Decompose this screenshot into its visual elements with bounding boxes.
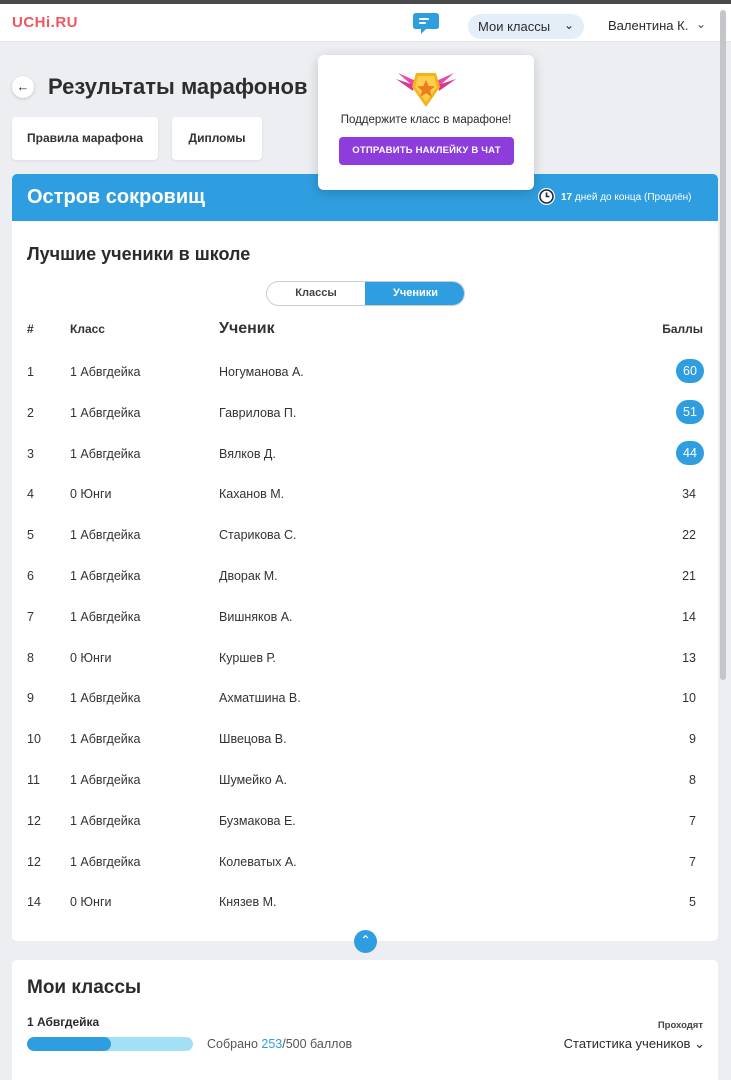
toggle-classes[interactable]: Классы [295, 287, 337, 299]
row-student: Старикова С. [219, 528, 297, 543]
row-score: 5 [689, 895, 696, 910]
row-number: 2 [27, 405, 34, 420]
column-header-student: Ученик [219, 320, 275, 337]
send-sticker-button[interactable]: ОТПРАВИТЬ НАКЛЕЙКУ В ЧАТ [339, 137, 514, 165]
table-row [12, 393, 718, 434]
row-class: 1 Абвгдейка [70, 813, 141, 828]
row-score: 22 [682, 528, 696, 543]
row-number: 9 [27, 691, 34, 706]
row-student: Ногуманова А. [219, 365, 304, 379]
table-row [12, 719, 718, 760]
row-class: 1 Абвгдейка [70, 365, 141, 379]
row-student: Бузмакова Е. [219, 813, 296, 828]
support-popup [318, 55, 534, 190]
row-class: 1 Абвгдейка [70, 772, 141, 787]
row-class: 1 Абвгдейка [70, 568, 141, 583]
row-class: 0 Юнги [70, 650, 112, 665]
row-number: 8 [27, 650, 34, 665]
row-score: 8 [689, 772, 696, 787]
popup-text: Поддержите класс в марафоне! [340, 114, 512, 126]
row-student: Шумейко А. [219, 772, 287, 787]
collected-value: 253 [261, 1037, 283, 1051]
diplomas-button[interactable]: Дипломы [172, 117, 262, 160]
row-number: 11 [27, 772, 40, 787]
marathon-card [12, 174, 718, 941]
row-score: 7 [689, 854, 696, 869]
back-button[interactable] [12, 76, 34, 98]
row-number: 12 [27, 854, 41, 869]
passing-label: Проходят [657, 1020, 703, 1031]
top-navigation-bar [0, 4, 731, 42]
table-row [12, 597, 718, 638]
chat-icon[interactable] [412, 10, 440, 36]
table-row [12, 760, 718, 801]
chevron-up-icon: ⌃ [360, 933, 371, 947]
table-row [12, 638, 718, 679]
points-progress-fill [27, 1037, 111, 1051]
students-table [12, 352, 718, 923]
row-student: Вялков Д. [219, 446, 276, 461]
marathon-rules-button[interactable]: Правила марафона [12, 117, 158, 160]
table-row [12, 678, 718, 719]
class-name: 1 Абвгдейка [27, 1015, 100, 1029]
table-row [12, 842, 718, 883]
section-title: Лучшие ученики в школе [27, 244, 251, 264]
row-number: 5 [27, 528, 34, 543]
table-row [12, 515, 718, 556]
row-number: 3 [27, 446, 34, 461]
view-toggle [266, 281, 465, 306]
row-student: Дворак М. [219, 568, 278, 583]
page-title: Результаты марафонов [48, 74, 308, 99]
student-stats-label: Статистика учеников [563, 1036, 691, 1051]
my-classes-card [12, 960, 718, 1080]
row-number: 10 [27, 732, 41, 747]
student-stats-dropdown[interactable] [564, 1036, 705, 1052]
column-header-class: Класс [70, 322, 105, 336]
points-progress-bar [27, 1037, 193, 1051]
chevron-down-icon[interactable]: ⌄ [696, 17, 707, 31]
table-row [12, 882, 718, 923]
row-class: 1 Абвгдейка [70, 528, 141, 543]
row-number: 14 [27, 895, 41, 910]
days-left [561, 192, 692, 203]
collected-suffix: /500 баллов [282, 1037, 353, 1051]
row-class: 0 Юнги [70, 895, 112, 910]
row-score: 9 [689, 732, 696, 747]
row-number: 4 [27, 487, 34, 502]
row-student: Гаврилова П. [219, 405, 297, 420]
row-score: 10 [682, 691, 696, 706]
row-class: 1 Абвгдейка [70, 732, 141, 747]
row-student: Ахматшина В. [219, 691, 301, 706]
row-class: 1 Абвгдейка [70, 609, 141, 624]
arrow-left-icon: ← [16, 79, 30, 94]
column-header-number: # [27, 322, 34, 336]
row-class: 1 Абвгдейка [70, 446, 141, 461]
row-student: Вишняков А. [219, 609, 293, 624]
days-left-text: дней до конца (Продлён) [574, 192, 692, 203]
row-score: 13 [682, 650, 696, 665]
row-student: Князев М. [219, 895, 277, 910]
table-row [12, 474, 718, 515]
row-class: 1 Абвгдейка [70, 691, 141, 706]
row-number: 7 [27, 609, 34, 624]
row-number: 12 [27, 813, 41, 828]
row-score: 21 [682, 568, 696, 583]
table-row [12, 556, 718, 597]
page-scrollbar[interactable] [720, 10, 726, 680]
clock-icon [537, 187, 556, 206]
collected-points [207, 1037, 352, 1051]
row-number: 1 [27, 365, 34, 379]
table-row [12, 801, 718, 842]
row-class: 1 Абвгдейка [70, 405, 141, 420]
table-row [12, 434, 718, 475]
days-left-count: 17 [561, 192, 573, 203]
row-student: Колеватых А. [219, 854, 297, 869]
row-score: 34 [682, 487, 696, 502]
row-student: Швецова В. [219, 732, 287, 747]
user-menu[interactable]: Валентина К. [608, 18, 689, 33]
row-class: 0 Юнги [70, 487, 112, 502]
row-student: Куршев Р. [219, 650, 276, 665]
table-row [12, 352, 718, 393]
row-class: 1 Абвгдейка [70, 854, 141, 869]
uchi-logo[interactable]: UCHi.RU [12, 14, 78, 31]
row-student: Каханов М. [219, 487, 285, 502]
column-header-score: Баллы [662, 322, 703, 336]
collapse-button[interactable] [354, 930, 377, 953]
row-score: 14 [682, 609, 696, 624]
row-score: 51 [676, 400, 704, 424]
winged-medal-icon [394, 67, 458, 111]
my-classes-title: Мои классы [27, 977, 142, 998]
my-classes-dropdown-label: Мои классы [478, 19, 551, 34]
row-score: 44 [676, 441, 704, 465]
collected-prefix: Собрано [207, 1037, 258, 1051]
row-score: 7 [689, 813, 696, 828]
row-number: 6 [27, 568, 34, 583]
row-score: 60 [676, 359, 704, 383]
chevron-down-icon: ⌄ [563, 18, 574, 32]
my-classes-dropdown[interactable] [468, 14, 584, 39]
marathon-title: Остров сокровищ [27, 186, 206, 208]
chevron-down-icon: ⌄ [694, 1036, 705, 1051]
toggle-students[interactable]: Ученики [365, 282, 465, 305]
